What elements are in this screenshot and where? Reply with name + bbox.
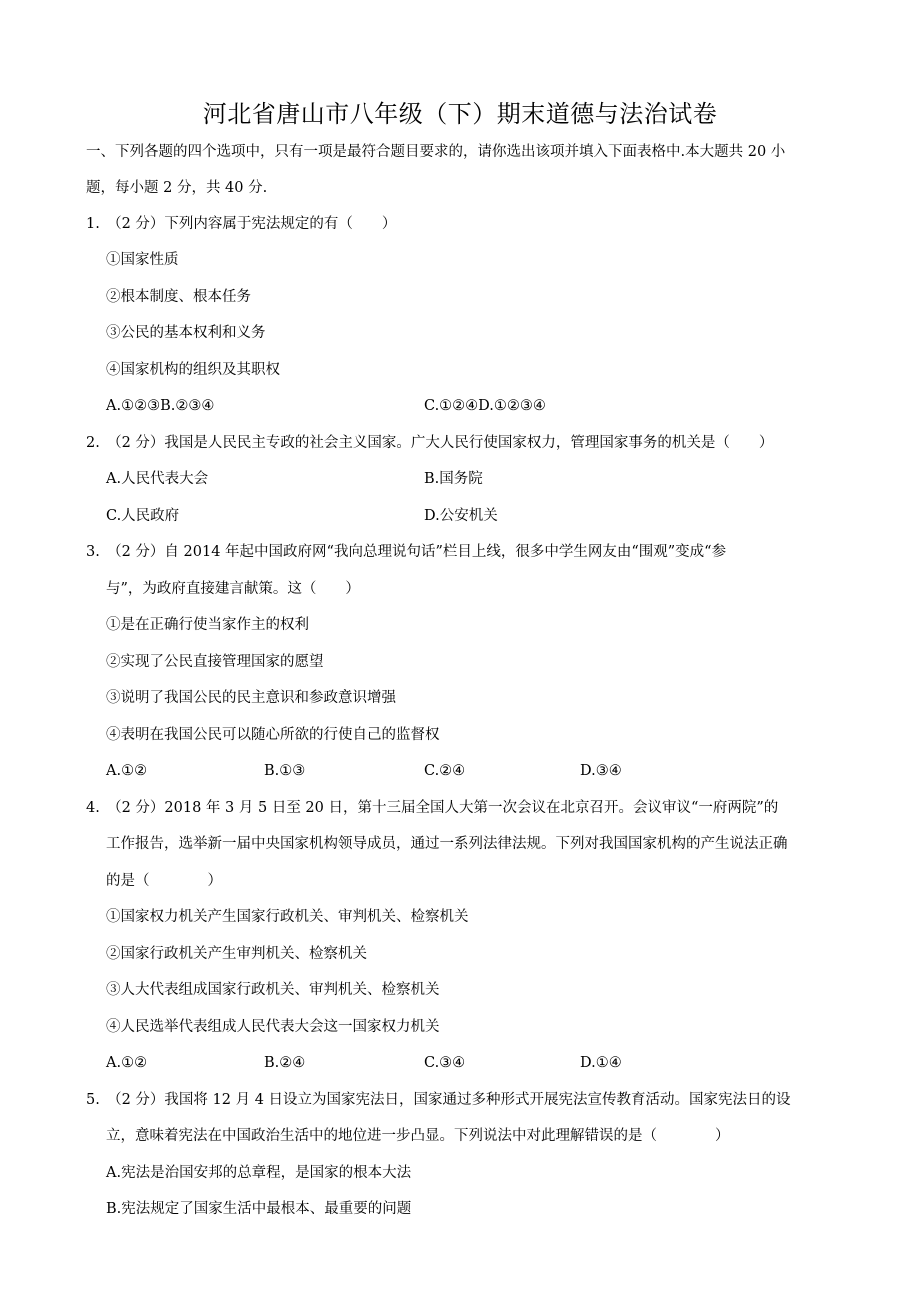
- question-stem-continued: 的是（ ）: [106, 873, 222, 889]
- statement-item: ③人大代表组成国家行政机关、审判机关、检察机关: [106, 982, 440, 998]
- statement-item: ④人民选举代表组成人民代表大会这一国家权力机关: [106, 1019, 440, 1035]
- question-stem: 4. （2 分）2018 年 3 月 5 日至 20 日，第十三届全国人大第一次会议在北京召开。会议审议“一府两院”的: [86, 800, 779, 816]
- answer-option: A.人民代表大会: [106, 471, 209, 487]
- statement-item: ②实现了公民直接管理国家的愿望: [106, 654, 324, 670]
- answer-option: C.人民政府: [106, 508, 180, 524]
- question-stem: 3. （2 分）自 2014 年起中国政府网“我向总理说句话”栏目上线，很多中学生网友由“围观”变成“参: [86, 544, 727, 560]
- answer-option: C.①②④D.①②③④: [424, 398, 546, 414]
- question-stem: 2. （2 分）我国是人民民主专政的社会主义国家。广大人民行使国家权力，管理国家事务的机关是（ ）: [86, 435, 774, 451]
- statement-item: ②根本制度、根本任务: [106, 289, 251, 305]
- question-stem-continued: 工作报告，选举新一届中央国家机构领导成员，通过一系列法律法规。下列对我国国家机构的产生说法正确: [106, 836, 788, 852]
- question-stem-continued: 与”，为政府直接建言献策。这（ ）: [106, 581, 360, 597]
- statement-item: ①国家性质: [106, 252, 179, 268]
- page-title: 河北省唐山市八年级（下）期末道德与法治试卷: [202, 100, 718, 128]
- answer-option: B.宪法规定了国家生活中最根本、最重要的问题: [106, 1201, 412, 1217]
- answer-option: B.①③: [264, 763, 306, 779]
- answer-option: A.①②: [106, 1055, 148, 1071]
- answer-option: A.①②③B.②③④: [106, 398, 215, 414]
- section-instruction-line-1: 一、下列各题的四个选项中，只有一项是最符合题目要求的，请你选出该项并填入下面表格中.本大题共 20 小: [86, 144, 786, 160]
- statement-item: ④表明在我国公民可以随心所欲的行使自己的监督权: [106, 727, 440, 743]
- question-stem-continued: 立，意味着宪法在中国政治生活中的地位进一步凸显。下列说法中对此理解错误的是（ ）: [106, 1128, 730, 1144]
- answer-option: B.国务院: [424, 471, 483, 487]
- answer-option: D.③④: [580, 763, 622, 779]
- answer-option: B.②④: [264, 1055, 306, 1071]
- statement-item: ③说明了我国公民的民主意识和参政意识增强: [106, 690, 396, 706]
- section-instruction-line-2: 题，每小题 2 分，共 40 分.: [86, 180, 268, 196]
- answer-option: D.公安机关: [424, 508, 498, 524]
- statement-item: ①国家权力机关产生国家行政机关、审判机关、检察机关: [106, 909, 469, 925]
- answer-option: C.③④: [424, 1055, 466, 1071]
- answer-option: A.宪法是治国安邦的总章程，是国家的根本大法: [106, 1165, 412, 1181]
- statement-item: ④国家机构的组织及其职权: [106, 362, 280, 378]
- question-stem: 5. （2 分）我国将 12 月 4 日设立为国家宪法日，国家通过多种形式开展宪法宣传教育活动。国家宪法日的设: [86, 1092, 791, 1108]
- statement-item: ①是在正确行使当家作主的权利: [106, 617, 309, 633]
- statement-item: ②国家行政机关产生审判机关、检察机关: [106, 946, 367, 962]
- answer-option: C.②④: [424, 763, 466, 779]
- answer-option: A.①②: [106, 763, 148, 779]
- question-stem: 1. （2 分）下列内容属于宪法规定的有（ ）: [86, 216, 397, 232]
- statement-item: ③公民的基本权利和义务: [106, 325, 266, 341]
- answer-option: D.①④: [580, 1055, 622, 1071]
